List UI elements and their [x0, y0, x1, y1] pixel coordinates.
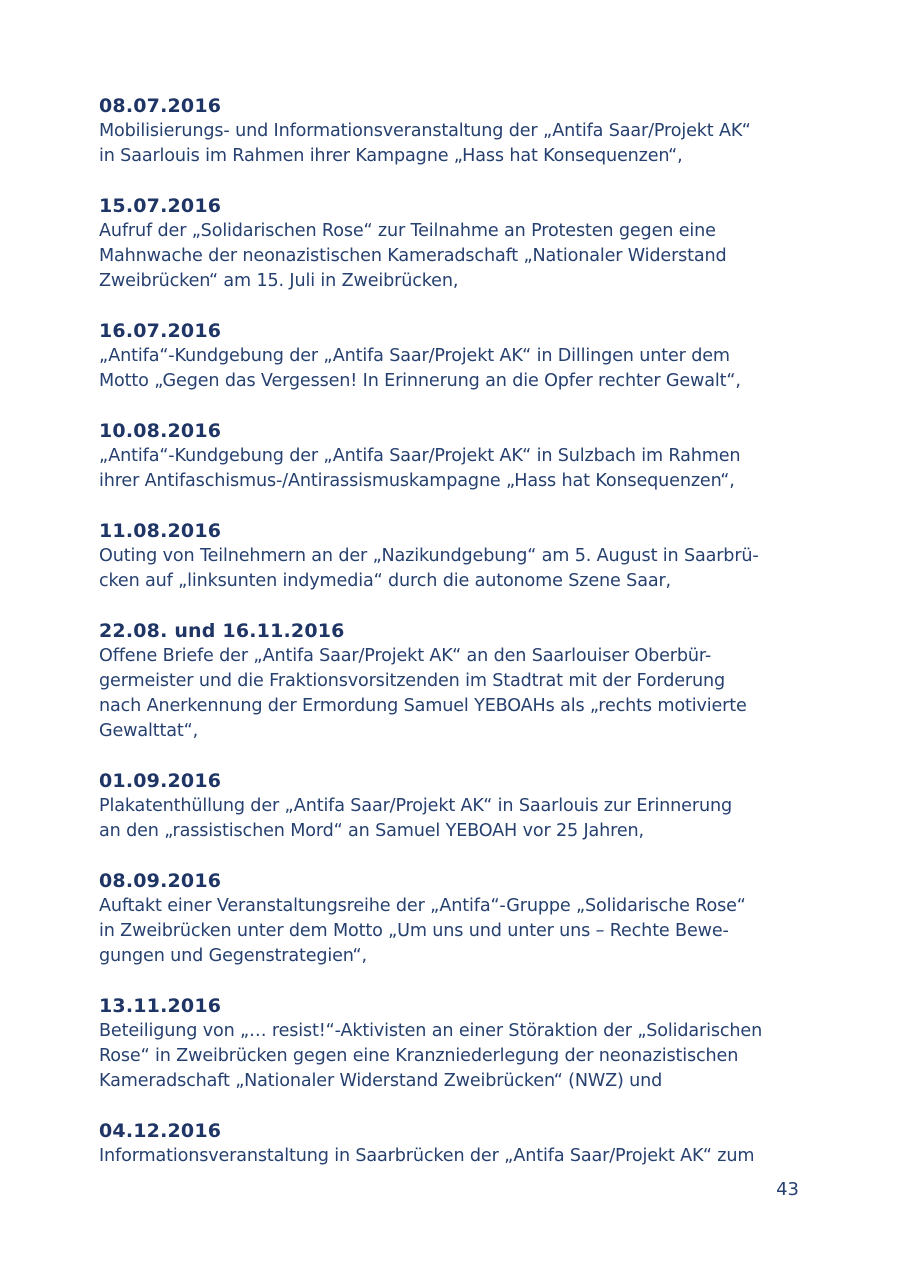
entry-text-line: Plakatenthüllung der „Antifa Saar/Projekt AK“ in Saarlouis zur Erinnerung: [99, 796, 732, 816]
chronology-entry: [99, 94, 809, 169]
entry-text-line: cken auf „linksunten indymedia“ durch die autonome Szene Saar,: [99, 571, 671, 591]
chronology-entry: [99, 869, 809, 969]
entry-date: 16.07.2016: [99, 320, 222, 342]
chronology-entry: [99, 1119, 809, 1169]
entry-text-line: Mahnwache der neonazistischen Kameradschaft „Nationaler Widerstand: [99, 246, 727, 266]
entry-date: 11.08.2016: [99, 520, 222, 542]
entry-text-line: „Antifa“-Kundgebung der „Antifa Saar/Projekt AK“ in Dillingen unter dem: [99, 346, 730, 366]
entry-text-line: in Saarlouis im Rahmen ihrer Kampagne „Hass hat Konsequenzen“,: [99, 146, 683, 166]
entry-text-line: in Zweibrücken unter dem Motto „Um uns und unter uns – Rechte Bewe-: [99, 921, 729, 941]
entry-date: 08.07.2016: [99, 95, 222, 117]
entry-text-line: nach Anerkennung der Ermordung Samuel YEBOAHs als „rechts motivierte: [99, 696, 747, 716]
entry-text-line: Motto „Gegen das Vergessen! In Erinnerung an die Opfer rechter Gewalt“,: [99, 371, 741, 391]
entry-text-line: Outing von Teilnehmern an der „Nazikundgebung“ am 5. August in Saarbrü-: [99, 546, 759, 566]
chronology-entry: [99, 194, 809, 294]
entry-date: 10.08.2016: [99, 420, 222, 442]
entry-text-line: Rose“ in Zweibrücken gegen eine Kranzniederlegung der neonazistischen: [99, 1046, 739, 1066]
entry-text-line: Zweibrücken“ am 15. Juli in Zweibrücken,: [99, 271, 459, 291]
entry-text-line: gungen und Gegenstrategien“,: [99, 946, 367, 966]
entry-text-line: Mobilisierungs- und Informationsveranstaltung der „Antifa Saar/Projekt AK“: [99, 121, 751, 141]
entry-date: 13.11.2016: [99, 995, 222, 1017]
entry-date: 01.09.2016: [99, 770, 222, 792]
entry-text-line: Offene Briefe der „Antifa Saar/Projekt AK“ an den Saarlouiser Oberbür-: [99, 646, 712, 666]
entry-text-line: Beteiligung von „… resist!“-Aktivisten an einer Störaktion der „Solidarischen: [99, 1021, 763, 1041]
page-number: 43: [776, 1179, 799, 1200]
entry-text-line: Gewalttat“,: [99, 721, 199, 741]
entry-date: 08.09.2016: [99, 870, 222, 892]
entry-text-line: Kameradschaft „Nationaler Widerstand Zweibrücken“ (NWZ) und: [99, 1071, 663, 1091]
chronology-entry: [99, 769, 809, 844]
entry-text-line: Auftakt einer Veranstaltungsreihe der „Antifa“-Gruppe „Solidarische Rose“: [99, 896, 746, 916]
entry-date: 04.12.2016: [99, 1120, 222, 1142]
chronology-entry: [99, 419, 809, 494]
chronology-entry: [99, 994, 809, 1094]
entry-text-line: ihrer Antifaschismus-/Antirassismuskampagne „Hass hat Konsequenzen“,: [99, 471, 735, 491]
entry-text-line: „Antifa“-Kundgebung der „Antifa Saar/Projekt AK“ in Sulzbach im Rahmen: [99, 446, 741, 466]
chronology-entry: [99, 619, 809, 744]
entry-text-line: Informationsveranstaltung in Saarbrücken der „Antifa Saar/Projekt AK“ zum: [99, 1146, 755, 1166]
entry-text-line: an den „rassistischen Mord“ an Samuel YEBOAH vor 25 Jahren,: [99, 821, 644, 841]
entry-date: 22.08. und 16.11.2016: [99, 620, 345, 642]
entry-text-line: Aufruf der „Solidarischen Rose“ zur Teilnahme an Protesten gegen eine: [99, 221, 716, 241]
entry-text-line: germeister und die Fraktionsvorsitzenden im Stadtrat mit der Forderung: [99, 671, 725, 691]
chronology-entry: [99, 319, 809, 394]
entry-date: 15.07.2016: [99, 195, 222, 217]
chronology-entry: [99, 519, 809, 594]
chronology-list: [99, 94, 809, 1194]
